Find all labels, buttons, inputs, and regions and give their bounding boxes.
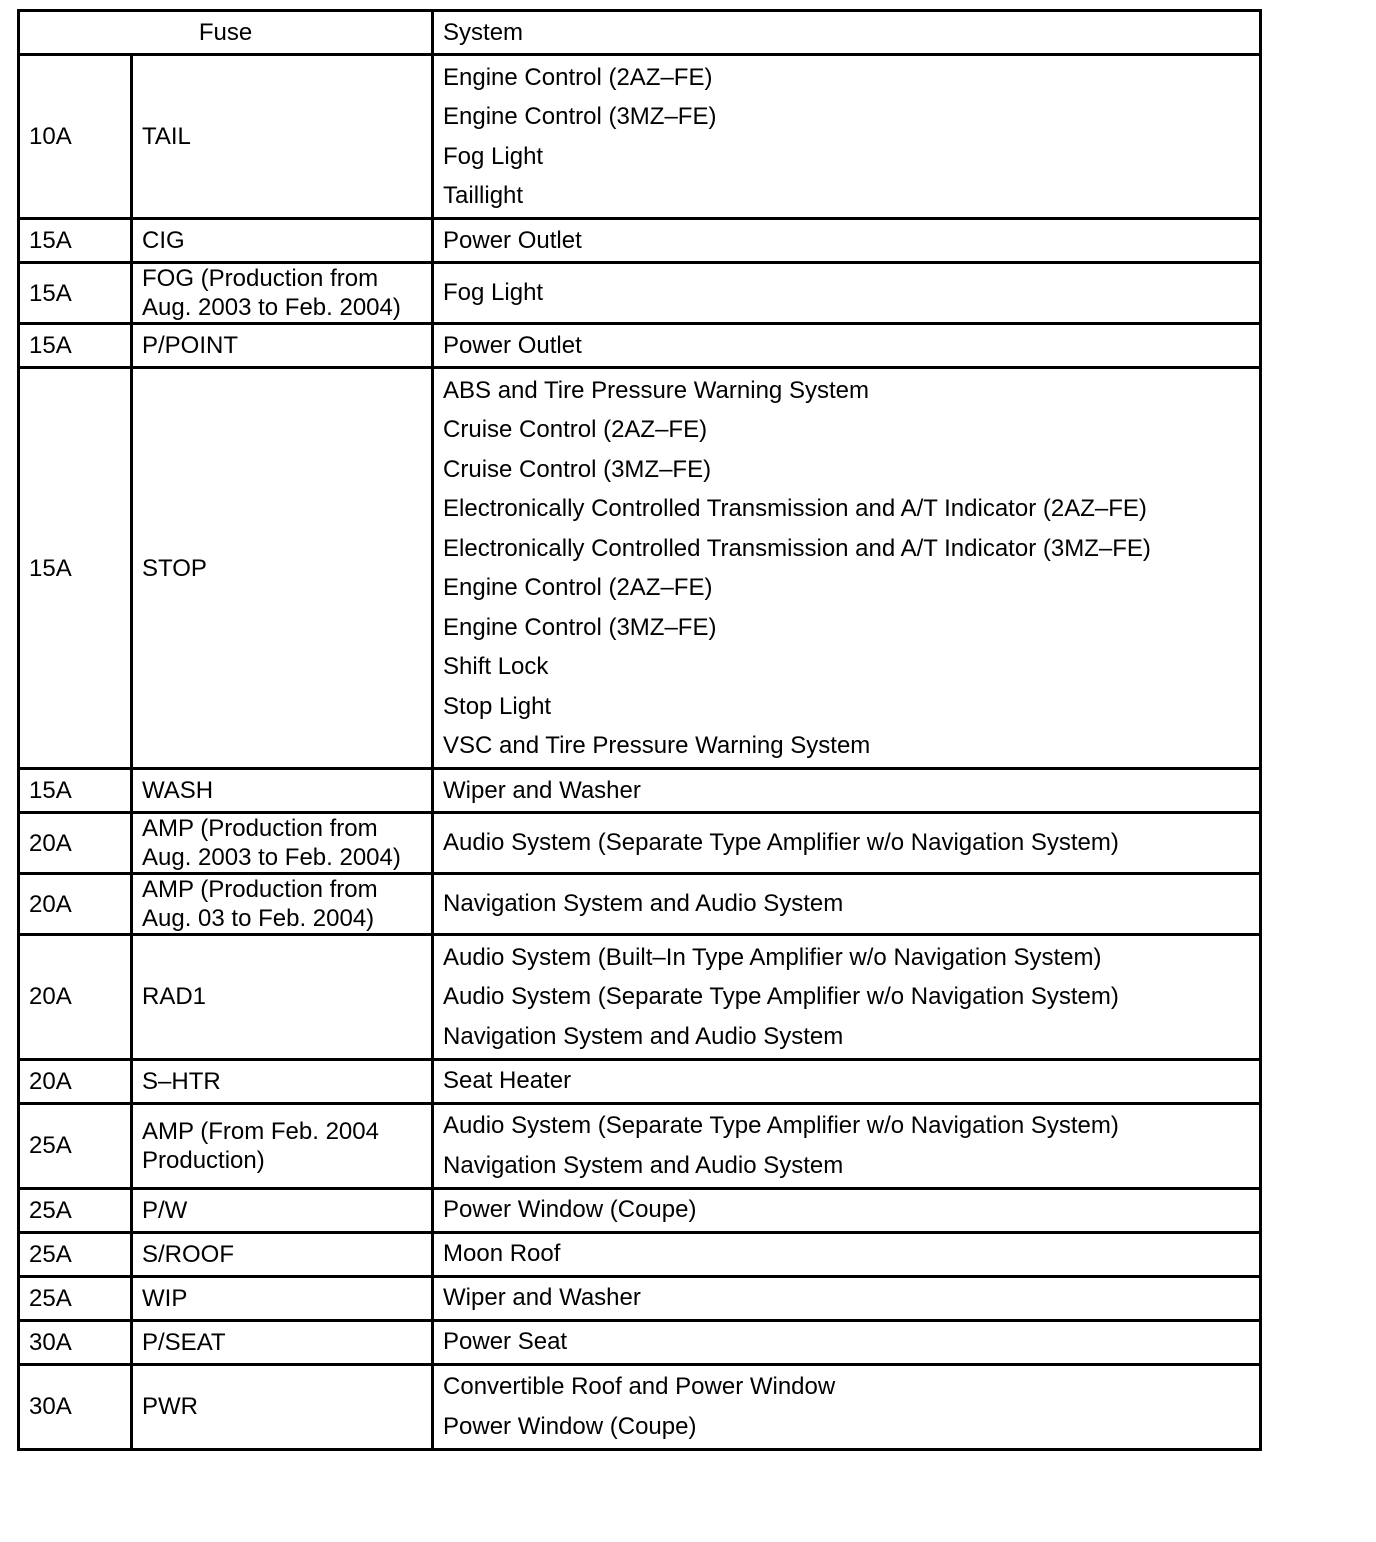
- system-entry: Moon Roof: [443, 1240, 561, 1268]
- system-entry: Fog Light: [443, 279, 544, 307]
- system-entry: VSC and Tire Pressure Warning System: [443, 732, 871, 759]
- table-row: [19, 55, 1261, 219]
- table-row: [19, 1232, 1261, 1276]
- system-cell: [433, 324, 1261, 368]
- system-cell: [433, 219, 1261, 263]
- fuse-column-header: Fuse: [19, 11, 433, 55]
- system-cell: [433, 1276, 1261, 1320]
- table-row: [19, 935, 1261, 1060]
- fuse-rating: 25A: [19, 1103, 132, 1188]
- system-entry: Navigation System and Audio System: [443, 1151, 844, 1179]
- fuse-name: WASH: [132, 769, 433, 813]
- header-row: [19, 11, 1261, 55]
- system-entry: Cruise Control (3MZ–FE): [443, 455, 712, 483]
- table-row: [19, 1188, 1261, 1232]
- fuse-rating: 20A: [19, 874, 132, 935]
- system-entry: Audio System (Separate Type Amplifier w/o Navigation System): [443, 829, 1119, 857]
- fuse-rating: 15A: [19, 368, 132, 769]
- fuse-table: [17, 9, 1262, 1451]
- system-entry: Seat Heater: [443, 1067, 572, 1095]
- system-entry: Engine Control (2AZ–FE): [443, 63, 713, 91]
- system-entry: Engine Control (2AZ–FE): [443, 574, 713, 601]
- system-entry: ABS and Tire Pressure Warning System: [443, 376, 869, 404]
- table-row: [19, 1276, 1261, 1320]
- system-entry: Navigation System and Audio System: [443, 1022, 844, 1050]
- fuse-name: AMP (Production from Aug. 2003 to Feb. 2004): [132, 813, 433, 874]
- system-entry: Taillight: [443, 182, 524, 209]
- fuse-name: WIP: [132, 1276, 433, 1320]
- fuse-name: S/ROOF: [132, 1232, 433, 1276]
- table-row: [19, 874, 1261, 935]
- fuse-rating: 20A: [19, 1059, 132, 1103]
- fuse-rating: 10A: [19, 55, 132, 219]
- fuse-name: TAIL: [132, 55, 433, 219]
- system-entry: Navigation System and Audio System: [443, 890, 844, 918]
- fuse-rating: 25A: [19, 1188, 132, 1232]
- fuse-rating: 15A: [19, 769, 132, 813]
- system-cell: [433, 55, 1261, 219]
- fuse-name: STOP: [132, 368, 433, 769]
- system-cell: [433, 935, 1261, 1060]
- fuse-name: RAD1: [132, 935, 433, 1060]
- fuse-name: P/SEAT: [132, 1320, 433, 1364]
- system-entry: Engine Control (3MZ–FE): [443, 103, 717, 130]
- system-entry: Power Window (Coupe): [443, 1412, 697, 1440]
- fuse-rating: 25A: [19, 1232, 132, 1276]
- system-entry: Wiper and Washer: [443, 1284, 641, 1312]
- fuse-rating: 30A: [19, 1364, 132, 1449]
- system-cell: [433, 1188, 1261, 1232]
- system-entry: Power Window (Coupe): [443, 1196, 697, 1224]
- table-row: [19, 769, 1261, 813]
- system-column-header: System: [433, 11, 1261, 55]
- system-cell: [433, 263, 1261, 324]
- system-entry: Shift Lock: [443, 653, 549, 680]
- fuse-name: AMP (Production from Aug. 03 to Feb. 2004): [132, 874, 433, 935]
- fuse-rating: 30A: [19, 1320, 132, 1364]
- fuse-rating: 20A: [19, 813, 132, 874]
- fuse-rating: 20A: [19, 935, 132, 1060]
- system-cell: [433, 813, 1261, 874]
- fuse-name: P/W: [132, 1188, 433, 1232]
- table-row: [19, 263, 1261, 324]
- system-entry: Fog Light: [443, 142, 544, 170]
- table-row: [19, 1364, 1261, 1449]
- system-entry: Power Seat: [443, 1328, 568, 1356]
- system-entry: Audio System (Built–In Type Amplifier w/o Navigation System): [443, 943, 1102, 971]
- fuse-rating: 15A: [19, 263, 132, 324]
- fuse-name: CIG: [132, 219, 433, 263]
- fuse-name: S–HTR: [132, 1059, 433, 1103]
- fuse-rating: 15A: [19, 324, 132, 368]
- system-entry: Audio System (Separate Type Amplifier w/o Navigation System): [443, 983, 1119, 1010]
- table-header: [19, 11, 1261, 55]
- table-row: [19, 1103, 1261, 1188]
- table-body: [19, 55, 1261, 1450]
- table-row: [19, 1059, 1261, 1103]
- system-entry: Power Outlet: [443, 226, 582, 254]
- system-cell: [433, 1232, 1261, 1276]
- fuse-rating: 15A: [19, 219, 132, 263]
- system-entry: Convertible Roof and Power Window: [443, 1373, 836, 1400]
- fuse-name: FOG (Production from Aug. 2003 to Feb. 2004): [132, 263, 433, 324]
- system-entry: Audio System (Separate Type Amplifier w/o Navigation System): [443, 1112, 1119, 1139]
- fuse-rating: 25A: [19, 1276, 132, 1320]
- system-cell: [433, 769, 1261, 813]
- table-row: [19, 219, 1261, 263]
- system-cell: [433, 368, 1261, 769]
- system-cell: [433, 1103, 1261, 1188]
- system-entry: Engine Control (3MZ–FE): [443, 613, 717, 641]
- system-entry: Cruise Control (2AZ–FE): [443, 416, 708, 443]
- system-entry: Stop Light: [443, 692, 552, 720]
- system-cell: [433, 1364, 1261, 1449]
- system-entry: Wiper and Washer: [443, 776, 641, 804]
- system-entry: Power Outlet: [443, 331, 582, 359]
- table-row: [19, 324, 1261, 368]
- fuse-name: PWR: [132, 1364, 433, 1449]
- fuse-name: AMP (From Feb. 2004 Production): [132, 1103, 433, 1188]
- system-cell: [433, 1059, 1261, 1103]
- system-cell: [433, 874, 1261, 935]
- system-entry: Electronically Controlled Transmission and A/T Indicator (2AZ–FE): [443, 495, 1147, 522]
- table-row: [19, 1320, 1261, 1364]
- table-row: [19, 368, 1261, 769]
- table-row: [19, 813, 1261, 874]
- system-entry: Electronically Controlled Transmission and A/T Indicator (3MZ–FE): [443, 534, 1151, 562]
- fuse-name: P/POINT: [132, 324, 433, 368]
- system-cell: [433, 1320, 1261, 1364]
